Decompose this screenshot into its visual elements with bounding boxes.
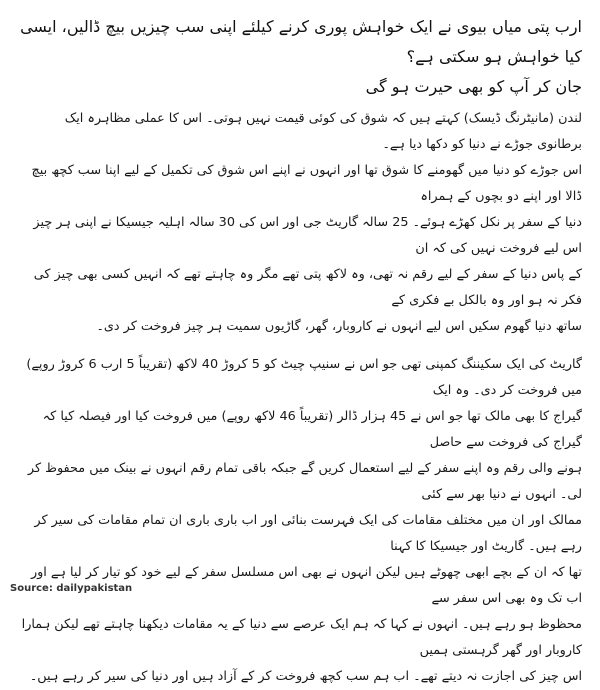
paragraph-line: ممالک اور ان میں مختلف مقامات کی ایک فہرست بنائی اور اب باری باری ان تمام مقامات کی سیر کر رہے ہیں۔ گاریٹ اور جیسیکا کا کہنا	[34, 513, 582, 554]
paragraph-line: ساتھ دنیا گھوم سکیں اس لیے انہوں نے کاروبار، گھر، گاڑیوں سمیت ہر چیز فروخت کر دی۔	[96, 319, 582, 334]
paragraph-line: کے پاس دنیا کے سفر کے لیے رقم نہ تھی، وہ لاکھ پتی تھے مگر وہ چاہتے تھے کہ انہیں کسی بھی چیز کی فکر نہ ہو اور وہ بالکل بے فکری کے	[33, 267, 582, 308]
headline-line: ارب پتی میاں بیوی نے ایک خواہش پوری کرنے کیلئے اپنی سب چیزیں بیچ ڈالیں، ایسی کیا خواہش ہو سکتی ہے؟	[20, 17, 582, 66]
headline-line: جان کر آپ کو بھی حیرت ہو گی	[365, 77, 582, 96]
paragraph-line: گیراج کا بھی مالک تھا جو اس نے 45 ہزار ڈالر (تقریباً 46 لاکھ روپے) میں فروخت کیا اور فیصلہ کیا کہ گیراج کی فروخت سے حاصل	[42, 409, 582, 450]
article-headline	[18, 12, 582, 102]
paragraph-line: دنیا کے سفر پر نکل کھڑے ہوئے۔ 25 سالہ گاریٹ جی اور اس کی 30 سالہ اہلیہ جیسیکا نے اپنی ہر چیز اس لیے فروخت نہیں کی کہ ان	[33, 215, 582, 256]
paragraph-line: لندن (مانیٹرنگ ڈیسک) کہتے ہیں کہ شوق کی کوئی قیمت نہیں ہوتی۔ اس کا عملی مظاہرہ ایک برطانوی جوڑے نے دنیا کو دکھا دیا ہے۔	[64, 111, 582, 152]
article-paragraph	[18, 352, 582, 690]
paragraph-line: محظوظ ہو رہے ہیں۔ انہوں نے کہا کہ ہم ایک عرصے سے دنیا کے یہ مقامات دیکھنا چاہتے تھے لیکن ہمارا کاروبار اور گھر گرہستی ہمیں	[21, 617, 582, 658]
paragraph-line: گاریٹ کی ایک سکیننگ کمپنی تھی جو اس نے سنیپ چیٹ کو 5 کروڑ 40 لاکھ (تقریباً 5 ارب 6 کروڑ روپے) میں فروخت کر دی۔ وہ ایک	[26, 357, 582, 398]
source-credit: Source: dailypakistan	[10, 583, 133, 594]
article-paragraph	[18, 106, 582, 340]
paragraph-line: ہونے والی رقم وہ اپنے سفر کے لیے استعمال کریں گے جبکہ باقی تمام رقم انہوں نے بینک میں محفوظ کر لی۔ انہوں نے دنیا بھر سے کئی	[27, 461, 582, 502]
paragraph-line: تھا کہ ان کے بچے ابھی چھوٹے ہیں لیکن انہوں نے بھی اس مسلسل سفر کے لیے خود کو تیار کر لیا ہے اور اب تک وہ بھی اس سفر سے	[30, 565, 582, 606]
paragraph-line: اس جوڑے کو دنیا میں گھومنے کا شوق تھا اور انہوں نے اپنے اس شوق کی تکمیل کے لیے اپنا سب کچھ بیچ ڈالا اور اپنے دو بچوں کے ہمراہ	[31, 163, 582, 204]
paragraph-line: اس چیز کی اجازت نہ دیتے تھے۔ اب ہم سب کچھ فروخت کر کے آزاد ہیں اور دنیا کی سیر کر رہے ہیں۔	[29, 669, 582, 684]
